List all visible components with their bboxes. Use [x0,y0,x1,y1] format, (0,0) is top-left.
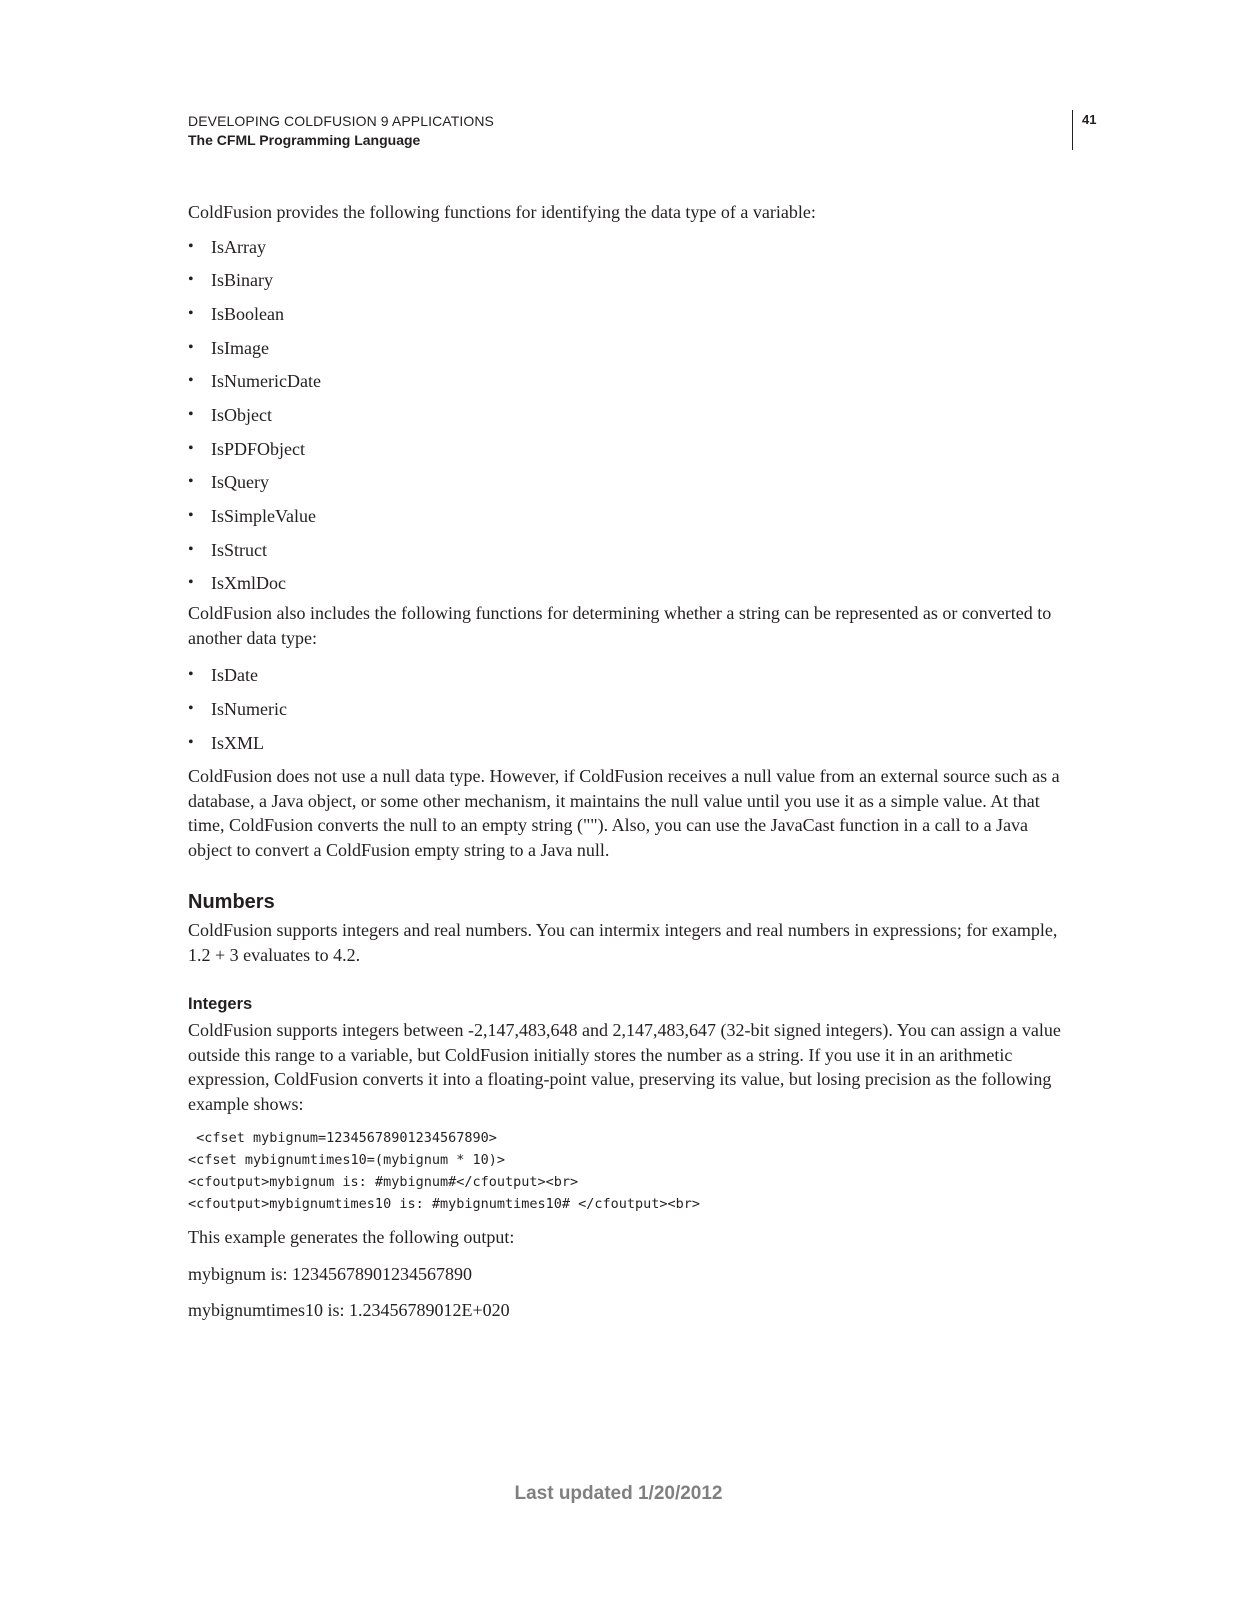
list-item: • IsNumeric [188,697,1068,731]
chapter-title: The CFML Programming Language [188,132,421,148]
list-item: • IsBinary [188,268,1068,302]
list-item: • IsBoolean [188,302,1068,336]
intro-type-functions: ColdFusion provides the following functions for identifying the data type of a variable: [188,202,816,222]
last-updated-footer: Last updated 1/20/2012 [514,1483,723,1504]
code-sample [188,1128,1068,1215]
integers-heading: Integers [188,995,253,1014]
list-item: • IsXML [188,731,1068,765]
list-item: • IsArray [188,235,1068,269]
output-intro: This example generates the following output: [188,1227,515,1248]
string-function-list [188,663,1068,764]
output-line: mybignum is: 12345678901234567890 [188,1263,473,1284]
list-item: • IsQuery [188,470,1068,504]
code-line: <cfset mybignum=12345678901234567890> [188,1130,497,1147]
list-item: • IsPDFObject [188,437,1068,471]
integers-paragraph: ColdFusion supports integers between -2,147,483,648 and 2,147,483,647 (32-bit signed integers). You can assign a value outside this range to a variable, but ColdFusion initially stores the number as a string. If you use it in an arithmetic expression, ColdFusion converts it into a floating-point value, preserving its value, but losing precision as the following example shows: [188,1020,1061,1114]
list-item: • IsSimpleValue [188,504,1068,538]
null-paragraph: ColdFusion does not use a null data type. However, if ColdFusion receives a null value from an external source such as a database, a Java object, or some other mechanism, it maintains the null value until you use it as a simple value. At that time, ColdFusion converts the null to an empty string (""). Also, you can use the JavaCast function in a call to a Java object to convert a ColdFusion empty string to a Java null. [188,766,1060,860]
book-title: DEVELOPING COLDFUSION 9 APPLICATIONS [188,113,494,129]
page-number: 41 [1082,112,1097,127]
list-item: • IsImage [188,336,1068,370]
list-item: • IsStruct [188,538,1068,572]
list-item: • IsNumericDate [188,369,1068,403]
list-item: • IsObject [188,403,1068,437]
header-divider [1072,110,1073,150]
intro-string-functions: ColdFusion also includes the following functions for determining whether a string can be represented as or converted to another data type: [188,603,1052,648]
output-line: mybignumtimes10 is: 1.23456789012E+020 [188,1300,510,1321]
type-function-list [188,235,1068,602]
numbers-heading: Numbers [188,891,275,914]
page-content [188,200,1068,1333]
code-line: <cfset mybignumtimes10=(mybignum * 10)> [188,1152,505,1169]
list-item: • IsXmlDoc [188,571,1068,601]
code-line: <cfoutput>mybignumtimes10 is: #mybignumtimes10# </cfoutput><br> [188,1195,701,1212]
running-header [188,112,494,150]
list-item: • IsDate [188,663,1068,697]
numbers-paragraph: ColdFusion supports integers and real numbers. You can intermix integers and real numbers in expressions; for example, 1.2 + 3 evaluates to 4.2. [188,920,1058,965]
code-line: <cfoutput>mybignum is: #mybignum#</cfoutput><br> [188,1173,579,1190]
